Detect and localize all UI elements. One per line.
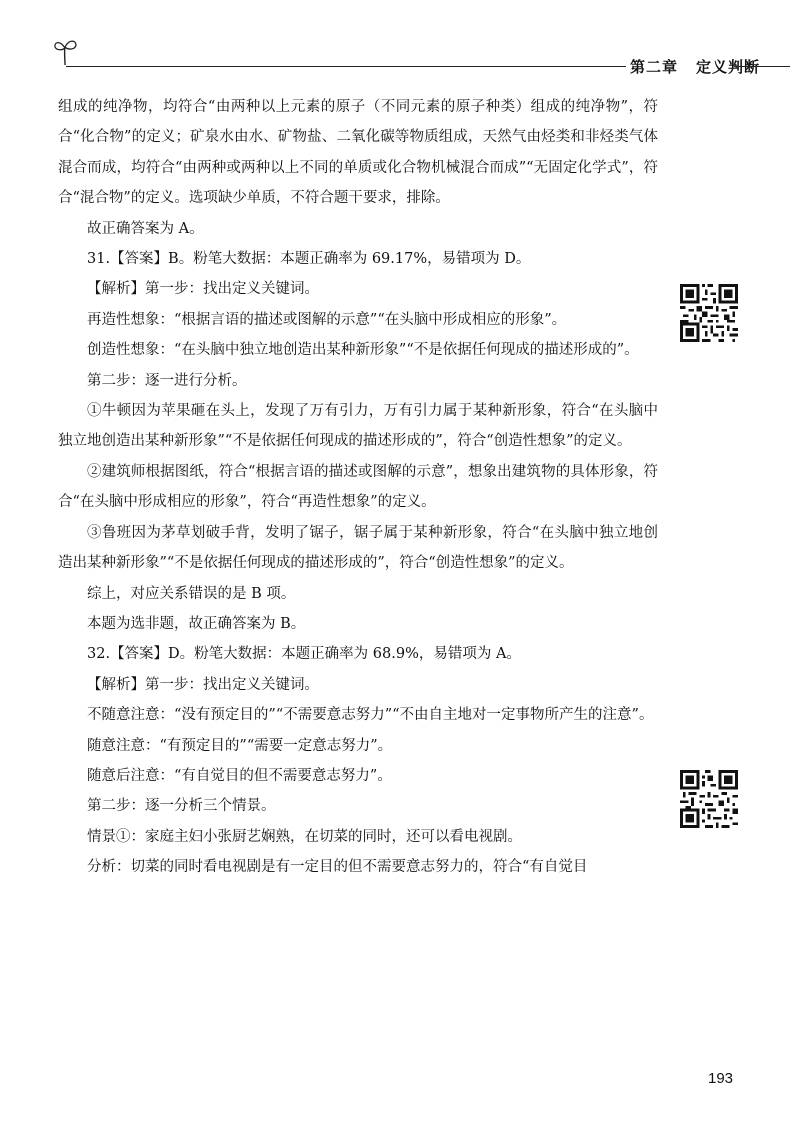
- paragraph: 本题为选非题，故正确答案为 B。: [87, 615, 306, 632]
- paragraph: 分析：切菜的同时看电视剧是有一定目的但不需要意志努力的，符合“有自觉目: [87, 859, 588, 876]
- chapter-label: 第二章: [630, 58, 679, 76]
- paragraph: 创造性想象：“在头脑中独立地创造出某种新形象”“不是依据任何现成的描述形成的”。: [87, 342, 639, 359]
- paragraph: 综上，对应关系错误的是 B 项。: [87, 585, 296, 602]
- paragraph: 情景①：家庭主妇小张厨艺娴熟，在切菜的同时，还可以看电视剧。: [87, 828, 522, 845]
- paragraph: 第二步：逐一分析三个情景。: [87, 798, 276, 815]
- paragraph: 不随意注意：“没有预定目的”“不需要意志努力”“不由自主地对一定事物所产生的注意”。: [87, 707, 654, 724]
- header-rule-right: [734, 66, 790, 67]
- paragraph: 第二步：逐一进行分析。: [87, 372, 247, 389]
- paragraph: 【解析】第一步：找出定义关键词。: [87, 281, 319, 298]
- sprout-icon: [52, 36, 78, 66]
- qr-code-icon[interactable]: [680, 284, 738, 342]
- page-number: 193: [708, 1070, 734, 1087]
- section-label: 定义判断: [696, 58, 761, 76]
- paragraph: ②建筑师根据图纸，符合“根据言语的描述或图解的示意”，想象出建筑物的具体形象，符合“在头脑中形成相应的形象”，符合“再造性想象”的定义。: [58, 463, 658, 511]
- page-content: [58, 92, 658, 883]
- paragraph: 组成的纯净物，均符合“由两种以上元素的原子（不同元素的原子种类）组成的纯净物”，符合“化合物”的定义；矿泉水由水、矿物盐、二氧化碳等物质组成，天然气由烃类和非烃类气体混合而成，均符合“由两种或两种以上不同的单质或化合物机械混合而成”“无固定化学式”，符合“混合物”的定义。选项缺少单质，不符合题干要求，排除。: [58, 99, 658, 207]
- paragraph: ①牛顿因为苹果砸在头上，发现了万有引力，万有引力属于某种新形象，符合“在头脑中独立地创造出某种新形象”“不是依据任何现成的描述形成的”，符合“创造性想象”的定义。: [58, 403, 658, 450]
- paragraph: 再造性想象：“根据言语的描述或图解的示意”“在头脑中形成相应的形象”。: [87, 311, 567, 328]
- paragraph: ③鲁班因为茅草划破手背，发明了锯子，锯子属于某种新形象，符合“在头脑中独立地创造出某种新形象”“不是依据任何现成的描述形成的”，符合“创造性想象”的定义。: [58, 524, 658, 572]
- qr-code-icon[interactable]: [680, 770, 738, 828]
- paragraph: 【解析】第一步：找出定义关键词。: [87, 676, 319, 693]
- paragraph: 随意注意：“有预定目的”“需要一定意志努力”。: [87, 737, 393, 754]
- header-rule-left: [66, 66, 626, 67]
- answer-heading-31: 31.【答案】B。粉笔大数据：本题正确率为 69.17%，易错项为 D。: [87, 251, 531, 268]
- paragraph: 随意后注意：“有自觉目的但不需要意志努力”。: [87, 767, 392, 784]
- answer-heading-32: 32.【答案】D。粉笔大数据：本题正确率为 68.9%，易错项为 A。: [87, 646, 521, 663]
- paragraph: 故正确答案为 A。: [87, 220, 204, 237]
- page-header: [52, 36, 790, 76]
